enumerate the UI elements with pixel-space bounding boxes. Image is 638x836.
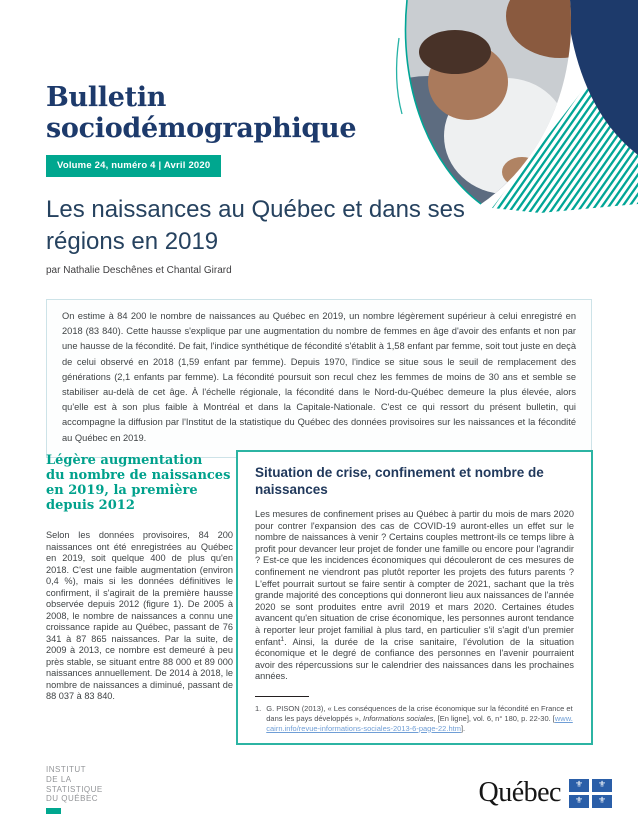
quebec-wordmark xyxy=(478,777,612,809)
section-body: Selon les données provisoires, 84 200 naissances ont été enregistrées au Québec en 2019, soit quelque 400 de plus qu'en 2018. C'est une faible augmentation (environ 0,4 %), mais si les données définitives le confirment, il s'agirait de la première hausse observée depuis 2012 (figure 1). De 2005 à 2008, le nombre de naissances a connu une croissance rapide au Québec, passant de 76 341 à 87 865 naissances. Par la suite, de 2009 à 2013, ce nombre est demeuré à peu près stable, se situant entre 88 000 et 89 000 naissances annuellement. De 2014 à 2018, le nombre de naissances a diminué, passant de 88 037 à 83 840. xyxy=(46,530,233,701)
sidebar-body-text: . Ainsi, la durée de la crise sanitaire, l'évolution de la situation économique et le degré de confiance des personnes en l'avenir pourraient avoir des répercussions sur le calendrier des naissances dans les prochaines années. xyxy=(255,636,574,682)
isq-logo-mark xyxy=(46,808,61,814)
publication-title xyxy=(46,82,356,144)
issue-badge: Volume 24, numéro 4 | Avril 2020 xyxy=(46,155,221,177)
section-heading-line: Légère augmentation xyxy=(46,453,203,468)
fleur-de-lis-icon: ⚜ xyxy=(592,779,612,792)
section-heading-line: du nombre de naissances xyxy=(46,468,231,483)
footnote-number: 1. xyxy=(255,703,262,713)
sidebar-body xyxy=(255,509,574,683)
quebec-flag-icon xyxy=(569,779,612,808)
publication-title-line: Bulletin xyxy=(46,82,167,113)
sidebar-body-text: Les mesures de confinement prises au Québec à partir du mois de mars 2020 pour contrer l'expansion des cas de COVID-19 auront-elles un effet sur le nombre de naissances à venir ? Certains couples mettront-ils ce temps libre à profit pour devancer leur projet de fonder une famille ou encore pour l'agrandir ? Est-ce que les incidences économiques qui découleront de ces mesures de confinement ne viendront pas plutôt reporter les projets des futurs parents ? L'effet pourrait surtout se faire sentir à compter de 2021, sachant que la très grande majorité des conceptions qui donneront lieu aux naissances de l'année 2020 se sont produites entre avril 2019 et mars 2020. Certaines études avancent qu'en situation de crise économique, les personnes auront tendance à reporter leur projet familial à plus tard, en particulier s'il s'agit d'un premier enfant xyxy=(255,509,574,647)
fleur-de-lis-icon: ⚜ xyxy=(592,795,612,808)
isq-logo-line: STATISTIQUE xyxy=(46,784,103,794)
footnote-rule xyxy=(255,696,309,697)
summary-box xyxy=(46,299,592,458)
section-heading-line: depuis 2012 xyxy=(46,498,135,513)
footnote-journal: Informations sociales, xyxy=(363,713,436,723)
isq-logo xyxy=(46,765,103,814)
footnote xyxy=(255,704,574,734)
section-heading-line: en 2019, la première xyxy=(46,483,198,498)
footnote-reference: 1 xyxy=(280,635,285,643)
article-title: Les naissances au Québec et dans ses régions en 2019 xyxy=(46,196,465,255)
isq-logo-line: DU QUÉBEC xyxy=(46,794,99,804)
byline: par Nathalie Deschênes et Chantal Girard xyxy=(46,265,232,276)
summary-text: On estime à 84 200 le nombre de naissances au Québec en 2019, un nombre légèrement supérieur à celui enregistré en 2018 (83 840). Cette hausse s'explique par une augmentation du nombre de femmes en âge d'avoir des enfants et non par une hausse de la fécondité. De fait, l'indice synthétique de fécondité s'établit à 1,58 enfant par femme, soit tout juste en deçà de celui observé en 2018 (1,59 enfant par femme). Depuis 1970, l'indice se situe sous le seuil de remplacement des générations (2,1 enfants par femme). La fécondité poursuit son recul chez les femmes de moins de 30 ans et semble se stabiliser au-delà de cet âge. À l'échelle régionale, la fécondité dans le Nord-du-Québec demeure la plus élevée, alors qu'elle est à son plus faible à Montréal et dans la Capitale-Nationale. C'est ce qui ressort du présent bulletin, qui accompagne la diffusion par l'Institut de la statistique du Québec des données provisoires sur les naissances et la fécondité au Québec en 2019. xyxy=(62,311,576,443)
isq-logo-line: DE LA xyxy=(46,774,72,784)
fleur-de-lis-icon: ⚜ xyxy=(569,779,589,792)
publication-title-line: sociodémographique xyxy=(46,113,357,144)
footnote-text: G. PISON (2013), « Les conséquences de la crise économique sur la fécondité en France et dans les pays développés », Informations sociales, [En ligne], vol. 6, n° 180, p. 22-30. [www.cairn.info/revue-informations-sociales-2013-6-page-22.htm]. xyxy=(266,703,573,733)
photo-teal-arc xyxy=(397,38,402,114)
footnote-link[interactable]: www.cairn.info/revue-informations-sociales-2013-6-page-22.htm xyxy=(266,713,573,733)
section-heading xyxy=(46,453,236,513)
quebec-wordmark-text: Québec xyxy=(478,777,561,808)
sidebar-box xyxy=(236,450,593,745)
fleur-de-lis-icon: ⚜ xyxy=(569,795,589,808)
sidebar-heading: Situation de crise, confinement et nombre de naissances xyxy=(255,465,544,497)
isq-logo-line: INSTITUT xyxy=(46,765,86,774)
